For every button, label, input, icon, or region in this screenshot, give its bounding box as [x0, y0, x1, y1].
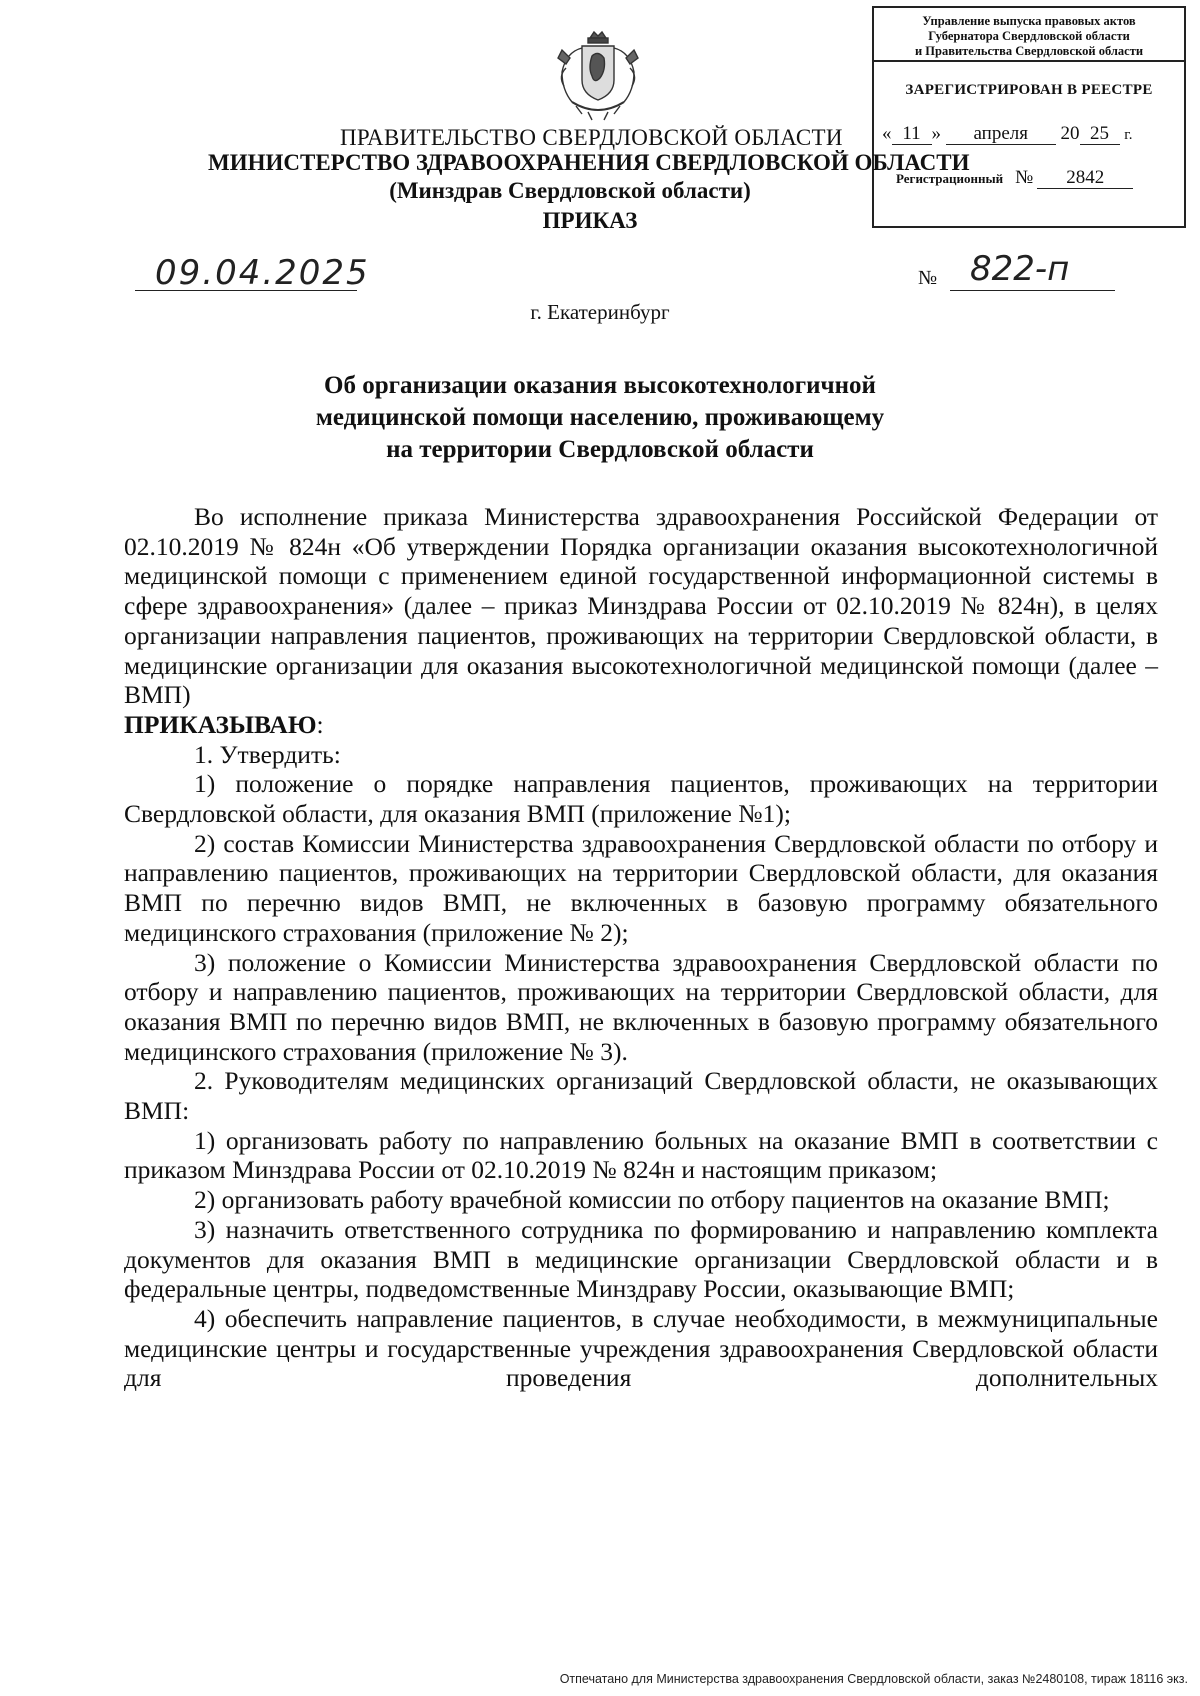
registry-year-prefix: 20	[1060, 123, 1080, 144]
number-underline	[950, 290, 1115, 291]
registry-number: 2842	[1037, 168, 1133, 189]
registry-header-line: и Правительства Свердловской области	[914, 44, 1144, 58]
clause-2-3: 3) назначить ответственного сотрудника по формированию и направлению комплекта документов для оказания ВМП в медицинские организации Свердловской области и в федеральные центры, подведомственные Минздраву России, оказывающие ВМП;	[124, 1214, 1158, 1304]
registry-day: 11	[892, 124, 932, 145]
registry-number-label: Регистрационный	[896, 171, 1004, 186]
document-title	[250, 370, 950, 466]
clause-2-1: 1) организовать работу по направлению больных на оказание ВМП в соответствии с приказом Минздрава России от 02.10.2019 № 824н и настоящим приказом;	[124, 1125, 1158, 1185]
open-quote: «	[882, 123, 892, 144]
city: г. Екатеринбург	[530, 300, 670, 324]
registry-title: ЗАРЕГИСТРИРОВАН В РЕЕСТРЕ	[905, 82, 1153, 98]
registry-year-unit: г.	[1124, 127, 1133, 143]
number-sign: №	[1015, 167, 1034, 188]
registry-header-line: Управление выпуска правовых актов	[922, 14, 1136, 28]
handwritten-number-text: 822-п	[970, 249, 1070, 289]
government-name: ПРАВИТЕЛЬСТВО СВЕРДЛОВСКОЙ ОБЛАСТИ	[340, 125, 843, 150]
clause-2-2: 2) организовать работу врачебной комиссии по отбору пациентов на оказание ВМП;	[194, 1185, 1110, 1215]
title-line: медицинской помощи населению, проживающему	[315, 404, 885, 431]
document-body	[124, 502, 1158, 1393]
handwritten-date-text: 09.04.2025	[155, 253, 370, 293]
clause-1-3: 3) положение о Комиссии Министерства здравоохранения Свердловской области по отбору и направлению пациентов, проживающих на территории Свердловской области, для оказания ВМП по перечню видов ВМП, не включенных в базовую программу обязательного медицинского страхования (приложение № 3).	[124, 947, 1158, 1066]
title-line: Об организации оказания высокотехнологичной	[324, 372, 876, 399]
date-underline	[135, 290, 357, 291]
handwritten-date	[135, 253, 370, 295]
ministry-name: МИНИСТЕРСТВО ЗДРАВООХРАНЕНИЯ СВЕРДЛОВСКОЙ ОБЛАСТИ	[208, 150, 970, 175]
clause-1-2: 2) состав Комиссии Министерства здравоохранения Свердловской области по отбору и направлению пациентов, проживающих на территории Свердловской области, для оказания ВМП по перечню видов ВМП, не включенных в базовую программу обязательного медицинского страхования (приложение № 2);	[124, 828, 1158, 947]
orders-word: ПРИКАЗЫВАЮ	[124, 709, 317, 739]
order-number	[918, 249, 1128, 295]
orders-colon: :	[316, 709, 324, 739]
clause-2-4: 4) обеспечить направление пациентов, в случае необходимости, в межмуниципальные медицинские центры и государственные учреждения здравоохранения Свердловской области для проведения дополнительных	[124, 1303, 1158, 1393]
title-line: на территории Свердловской области	[386, 436, 814, 463]
registry-header-line: Губернатора Свердловской области	[928, 29, 1130, 43]
order-number-sign: №	[918, 267, 938, 289]
document-type: ПРИКАЗ	[542, 208, 638, 233]
print-footer: Отпечатано для Министерства здравоохранения Свердловской области, заказ №2480108, тираж 18116 экз.	[559, 1672, 1188, 1686]
registry-year-suffix: 25	[1080, 124, 1120, 145]
close-quote: »	[931, 123, 941, 144]
clause-1: 1. Утвердить:	[194, 739, 341, 769]
registry-date	[874, 123, 1184, 145]
registry-month: апреля	[946, 124, 1056, 145]
registry-header	[874, 8, 1184, 62]
ministry-short-name: (Минздрав Свердловской области)	[389, 178, 751, 203]
coat-of-arms-emblem	[548, 28, 648, 124]
registry-stamp	[872, 6, 1186, 228]
intro-paragraph: Во исполнение приказа Министерства здравоохранения Российской Федерации от 02.10.2019 № 824н «Об утверждении Порядка организации оказания высокотехнологичной медицинской помощи с применением единой государственной информационной системы в сфере здравоохранения» (далее – приказ Минздрава России от 02.10.2019 № 824н), в целях организации направления пациентов, проживающих на территории Свердловской области, в медицинские организации для оказания высокотехнологичной медицинской помощи (далее – ВМП)	[124, 502, 1158, 710]
clause-1-1: 1) положение о порядке направления пациентов, проживающих на территории Свердловской области, для оказания ВМП (приложение №1);	[124, 769, 1158, 829]
clause-2: 2. Руководителям медицинских организаций Свердловской области, не оказывающих ВМП:	[124, 1066, 1158, 1126]
orders-heading	[124, 710, 1158, 740]
